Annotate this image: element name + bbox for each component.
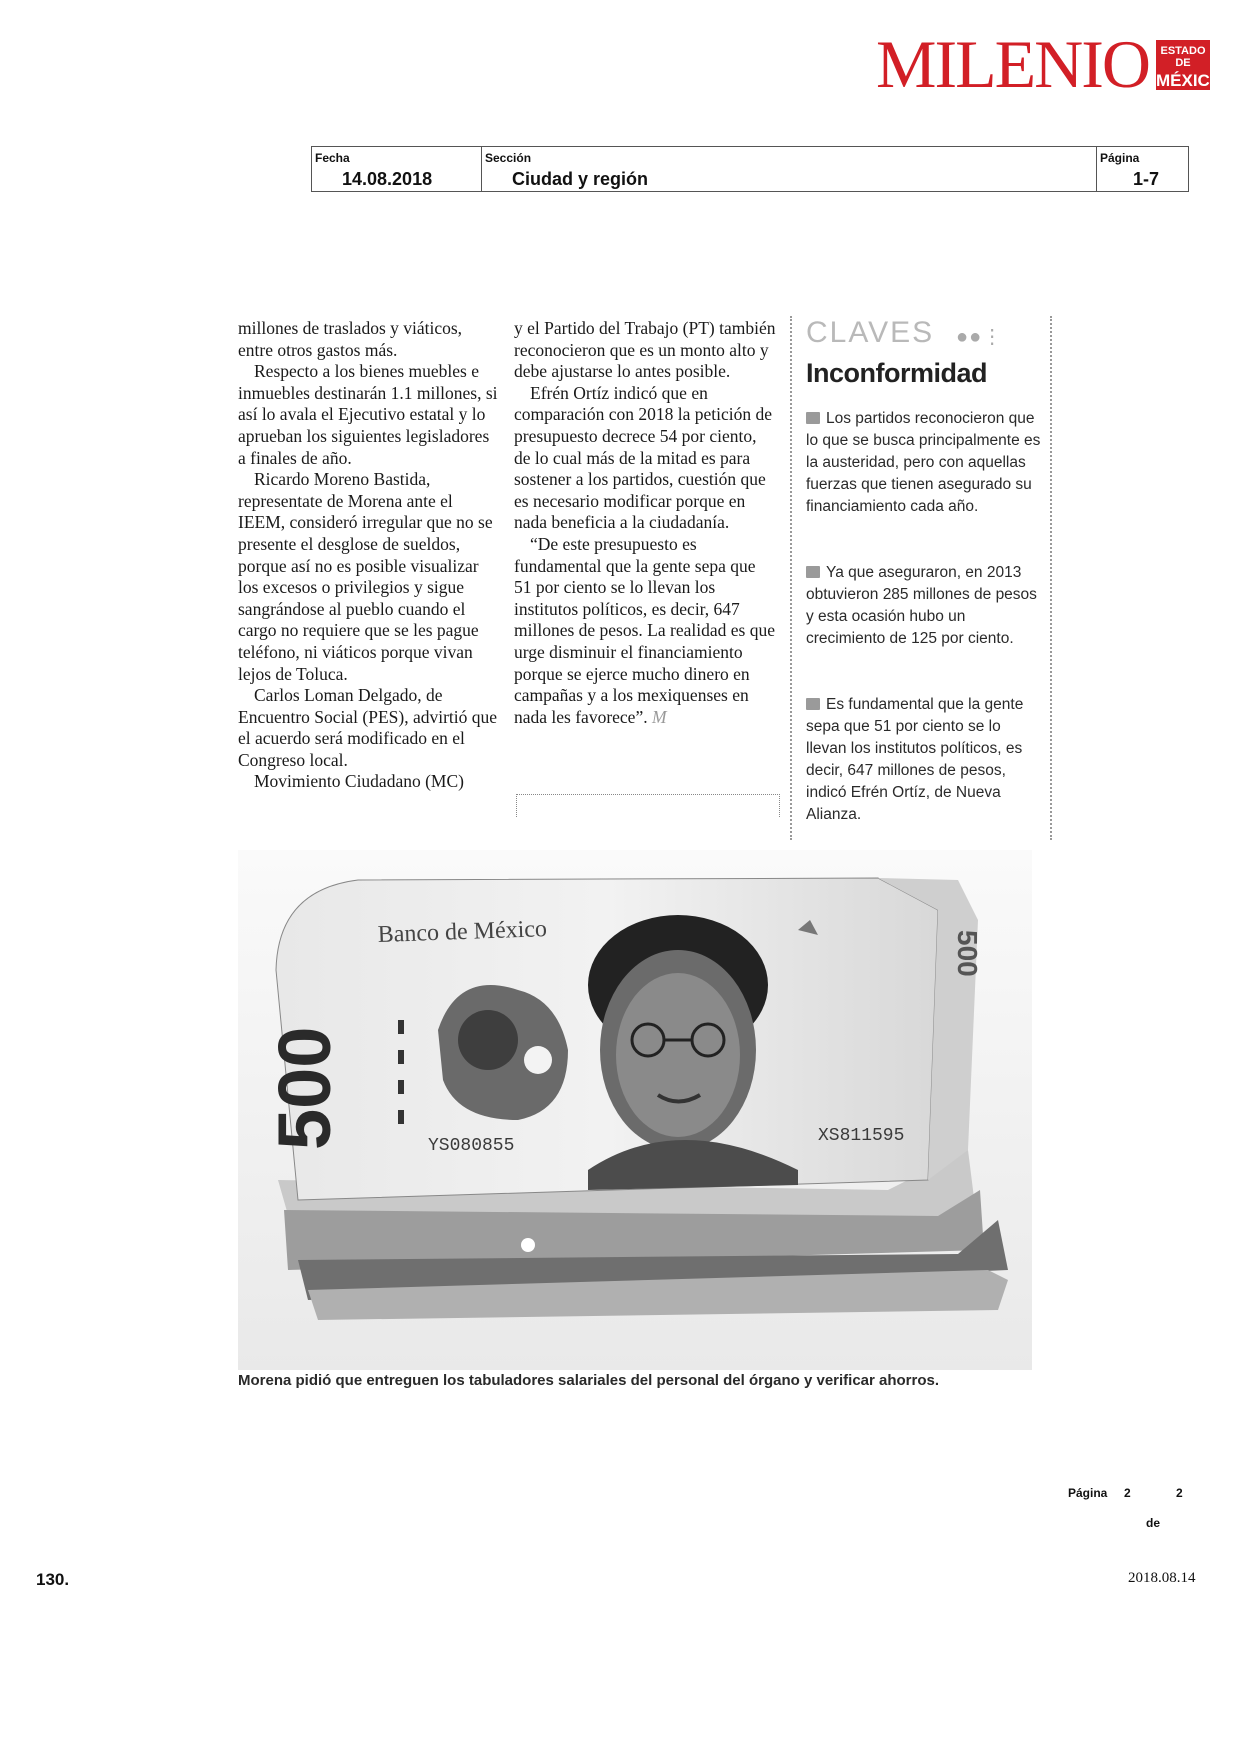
quote-text: “De este presupuesto es fundamental que la gente sepa que 51 por ciento se lo llevan los institutos políticos, es decir, 647 millones de pesos. La realidad es que urge disminuir el financiamiento porque se ejerce mucho dinero en campañas y a los mexiquenses en nada les favorece”. (514, 533, 775, 727)
paragraph: Movimiento Ciudadano (MC) (254, 771, 464, 792)
fecha-value: 14.08.2018 (342, 169, 433, 189)
dotted-divider (516, 794, 780, 817)
edition-badge (1156, 40, 1224, 90)
paragraph (514, 534, 776, 728)
header-info-table (311, 146, 1189, 192)
denomination-large: 500 (263, 1026, 346, 1150)
serial-left: YS080855 (428, 1136, 515, 1156)
article-column-2 (514, 318, 776, 728)
paragraph: Respecto a los bienes muebles e inmuebles destinarán 1.1 millones, si así lo avala el Ejecutivo estatal y lo aprueban los siguientes legisladores a finales de año. (238, 361, 498, 468)
bank-name: Banco de México (377, 916, 548, 948)
paragraph: y el Partido del Trabajo (PT) también reconocieron que es un monto alto y debe ajustarse lo antes posible. (514, 318, 776, 382)
footer-de: de (1146, 1516, 1161, 1530)
claves-title: Inconformidad (806, 358, 987, 388)
paragraph: Ricardo Moreno Bastida, representate de Morena ante el IEEM, consideró irregular que no se presente el desglose de sueldos, porque así no es posible visualizar los excesos o privilegios y sigue sangrándose al pueblo cuando el cargo no requiere que se les pague teléfono, ni viáticos porque vivan lejos de Toluca. (238, 469, 493, 684)
paragraph: Carlos Loman Delgado, de Encuentro Social (PES), advirtió que el acuerdo será modificado en el Congreso local. (238, 685, 498, 770)
claves-sidebar (790, 316, 1052, 840)
end-mark: M (651, 706, 667, 727)
edition-line2: MÉXICO (1156, 71, 1224, 90)
footer-number: 130. (36, 1570, 70, 1589)
claves-item (806, 408, 1042, 518)
claves-heading: CLAVES (806, 316, 935, 349)
photo-caption: Morena pidió que entreguen los tabuladores salariales del personal del órgano y verificar ahorros. (238, 1372, 940, 1389)
pagina-label: Página (1100, 151, 1140, 165)
fecha-label: Fecha (315, 151, 350, 165)
bullet-icon (806, 412, 820, 424)
footer-page-label: Página (1068, 1486, 1108, 1500)
paragraph: Efrén Ortíz indicó que en comparación con 2018 la petición de presupuesto decrece 54 por ciento, de lo cual más de la mitad es para sostener a los partidos, cuestión que es necesario modificar porque en nada beneficia a la ciudadanía. (514, 382, 773, 533)
paragraph: millones de traslados y viáticos, entre otros gastos más. (238, 318, 463, 360)
bullet-icon (806, 566, 820, 578)
bullet-icon (806, 698, 820, 710)
edition-line1: ESTADO DE (1160, 45, 1206, 69)
pagina-value: 1-7 (1133, 169, 1160, 189)
seccion-value: Ciudad y región (512, 169, 649, 189)
footer-page-total: 2 (1176, 1486, 1183, 1500)
dots-ornament-icon: ●●⋮ (956, 326, 1004, 348)
footer-page-current: 2 (1124, 1486, 1131, 1500)
claves-item-text: Ya que aseguraron, en 2013 obtuvieron 285 millones de pesos y esta ocasión hubo un crecimiento de 125 por ciento. (806, 564, 1037, 647)
footer-date: 2018.08.14 (1128, 1570, 1196, 1586)
claves-item (806, 694, 1042, 826)
serial-right: XS811595 (818, 1126, 905, 1146)
claves-item (806, 562, 1042, 650)
banknote-photo (238, 850, 1032, 1370)
claves-item-text: Es fundamental que la gente sepa que 51 por ciento se lo llevan los institutos políticos, es decir, 647 millones de pesos, indicó Efrén Ortíz, de Nueva Alianza. (806, 696, 1024, 823)
pagina-cell (1097, 147, 1188, 191)
denomination-side: 500 (952, 930, 983, 977)
seccion-cell (482, 147, 1097, 191)
article-column-1 (238, 318, 500, 793)
seccion-label: Sección (485, 151, 532, 165)
brand-name: MILENIO (876, 26, 1150, 102)
fecha-cell (312, 147, 482, 191)
masthead-logo (876, 26, 1224, 102)
claves-item-text: Los partidos reconocieron que lo que se busca principalmente es la austeridad, pero con aquellas fuerzas que tienen asegurado su financiamiento cada año. (806, 410, 1041, 515)
